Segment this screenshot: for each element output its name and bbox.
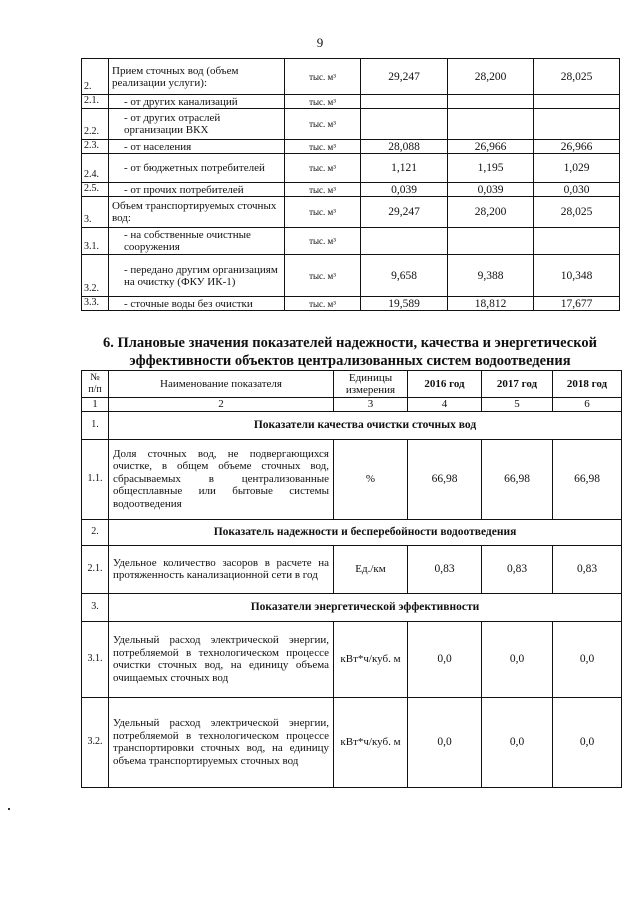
row-name [109, 154, 285, 183]
row-name-text: - от бюджетных потребителей [124, 162, 265, 174]
row-number: 1.1. [82, 439, 109, 519]
table-header-row [82, 371, 622, 398]
value-2017: 18,812 [448, 297, 534, 311]
indicator-name: Удельный расход электрической энергии, потребляемой в технологическом процессе очистки сточных вод, на единицу объема очищаемых сточных вод [109, 621, 334, 697]
value-2018: 17,677 [534, 297, 620, 311]
value-2018: 0,0 [553, 621, 622, 697]
row-number: 2.2. [82, 109, 109, 140]
value-2017: 1,195 [448, 154, 534, 183]
value-2018: 26,966 [534, 140, 620, 154]
table-row [82, 621, 622, 697]
scan-artifact [8, 808, 10, 810]
table-row [82, 439, 622, 519]
row-number: 3.1. [82, 228, 109, 255]
row-name-text: - на собственные очистные сооружения [124, 229, 251, 253]
table-row [82, 255, 620, 297]
row-unit: тыс. м³ [285, 140, 361, 154]
value-2016: 0,0 [408, 621, 482, 697]
row-number: 3.3. [82, 297, 109, 311]
row-number: 3.2. [82, 255, 109, 297]
row-name [109, 95, 285, 109]
table-row [82, 183, 620, 197]
row-number: 2.4. [82, 154, 109, 183]
table-row [82, 297, 620, 311]
table-row [82, 228, 620, 255]
header-num: № п/п [82, 371, 109, 398]
value-2017: 66,98 [482, 439, 553, 519]
header-2018: 2018 год [553, 371, 622, 398]
row-unit: тыс. м³ [285, 183, 361, 197]
value-2017: 0,83 [482, 545, 553, 593]
value-2018: 0,83 [553, 545, 622, 593]
row-name [109, 297, 285, 311]
section-heading: Показатели качества очистки сточных вод [109, 411, 622, 439]
table-row [82, 697, 622, 787]
indicator-unit: кВт*ч/куб. м [334, 621, 408, 697]
value-2017: 0,0 [482, 697, 553, 787]
row-number: 3.1. [82, 621, 109, 697]
row-unit: тыс. м³ [285, 255, 361, 297]
row-number: 2. [82, 59, 109, 95]
value-2016 [361, 228, 448, 255]
value-2018 [534, 228, 620, 255]
value-2018 [534, 109, 620, 140]
header-unit: Единицы измерения [334, 371, 408, 398]
row-unit: тыс. м³ [285, 109, 361, 140]
page-number: 9 [316, 35, 324, 50]
row-name-text: - от прочих потребителей [124, 183, 244, 196]
section-number: 3. [82, 593, 109, 621]
value-2016: 66,98 [408, 439, 482, 519]
col-number: 3 [334, 398, 408, 412]
row-name-text: - от населения [124, 140, 192, 153]
row-name-text: - сточные воды без очистки [124, 297, 253, 310]
header-name: Наименование показателя [109, 371, 334, 398]
value-2017 [448, 228, 534, 255]
row-unit: тыс. м³ [285, 197, 361, 228]
row-unit: тыс. м³ [285, 297, 361, 311]
value-2016: 0,039 [361, 183, 448, 197]
value-2018: 66,98 [553, 439, 622, 519]
table-row [82, 95, 620, 109]
header-2016: 2016 год [408, 371, 482, 398]
col-number: 2 [109, 398, 334, 412]
section-header-row [82, 593, 622, 621]
row-number: 2.1. [82, 545, 109, 593]
indicator-unit: Ед./км [334, 545, 408, 593]
col-number: 5 [482, 398, 553, 412]
row-number: 3.2. [82, 697, 109, 787]
value-2016: 0,83 [408, 545, 482, 593]
value-2018: 10,348 [534, 255, 620, 297]
value-2017: 0,039 [448, 183, 534, 197]
indicator-name: Удельный расход электрической энергии, потребляемой в технологическом процессе транспортировки сточных вод, на единицу объема транспортируемых сточных вод [109, 697, 334, 787]
value-2017: 28,200 [448, 197, 534, 228]
row-number: 2.1. [82, 95, 109, 109]
section-number: 2. [82, 519, 109, 545]
value-2017: 9,388 [448, 255, 534, 297]
value-2018: 28,025 [534, 197, 620, 228]
indicators-table [81, 370, 622, 788]
value-2017 [448, 109, 534, 140]
section-heading: Показатели энергетической эффективности [109, 593, 622, 621]
row-name-text: - от других отраслей организации ВКХ [124, 112, 221, 136]
value-2017: 0,0 [482, 621, 553, 697]
value-2016: 19,589 [361, 297, 448, 311]
row-name [109, 255, 285, 297]
header-2017: 2017 год [482, 371, 553, 398]
value-2016 [361, 95, 448, 109]
table-row [82, 109, 620, 140]
value-2017: 26,966 [448, 140, 534, 154]
table-row [82, 140, 620, 154]
row-name-text: Объем транспортируемых сточных вод: [112, 200, 277, 224]
column-numbers-row [82, 398, 622, 412]
section-header-row [82, 411, 622, 439]
row-name-text: Прием сточных вод (объем реализации услуги): [112, 64, 239, 89]
col-number: 4 [408, 398, 482, 412]
indicator-unit: % [334, 439, 408, 519]
value-2018: 28,025 [534, 59, 620, 95]
value-2018: 1,029 [534, 154, 620, 183]
row-name [109, 59, 285, 95]
row-unit: тыс. м³ [285, 59, 361, 95]
value-2018: 0,0 [553, 697, 622, 787]
value-2016: 29,247 [361, 59, 448, 95]
value-2016: 28,088 [361, 140, 448, 154]
row-number: 2.3. [82, 140, 109, 154]
col-number: 6 [553, 398, 622, 412]
row-name [109, 140, 285, 154]
row-name-text: - от других канализаций [124, 95, 238, 108]
value-2016 [361, 109, 448, 140]
value-2016: 29,247 [361, 197, 448, 228]
value-2016: 9,658 [361, 255, 448, 297]
table-row [82, 545, 622, 593]
value-2017 [448, 95, 534, 109]
row-unit: тыс. м³ [285, 95, 361, 109]
section-heading: Показатель надежности и бесперебойности водоотведения [109, 519, 622, 545]
volume-table [81, 58, 620, 311]
table-row [82, 59, 620, 95]
indicator-name: Доля сточных вод, не подвергающихся очистке, в общем объеме сточных вод, сбрасываемых в централизованные общесплавные или бытовые системы водоотведения [109, 439, 334, 519]
value-2018: 0,030 [534, 183, 620, 197]
section-number: 1. [82, 411, 109, 439]
value-2016: 1,121 [361, 154, 448, 183]
row-unit: тыс. м³ [285, 154, 361, 183]
row-name [109, 183, 285, 197]
row-number: 3. [82, 197, 109, 228]
row-name-text: - передано другим организациям на очистку (ФКУ ИК-1) [124, 263, 278, 288]
section-header-row [82, 519, 622, 545]
row-name [109, 228, 285, 255]
section-title: 6. Плановые значения показателей надежности, качества и энергетической эффективности объектов централизованных систем водоотведения [103, 335, 597, 369]
indicator-name: Удельное количество засоров в расчете на протяженность канализационной сети в год [109, 545, 334, 593]
row-number: 2.5. [82, 183, 109, 197]
row-unit: тыс. м³ [285, 228, 361, 255]
col-number: 1 [82, 398, 109, 412]
row-name [109, 109, 285, 140]
value-2018 [534, 95, 620, 109]
indicator-unit: кВт*ч/куб. м [334, 697, 408, 787]
row-name [109, 197, 285, 228]
value-2017: 28,200 [448, 59, 534, 95]
table-row [82, 197, 620, 228]
value-2016: 0,0 [408, 697, 482, 787]
table-row [82, 154, 620, 183]
